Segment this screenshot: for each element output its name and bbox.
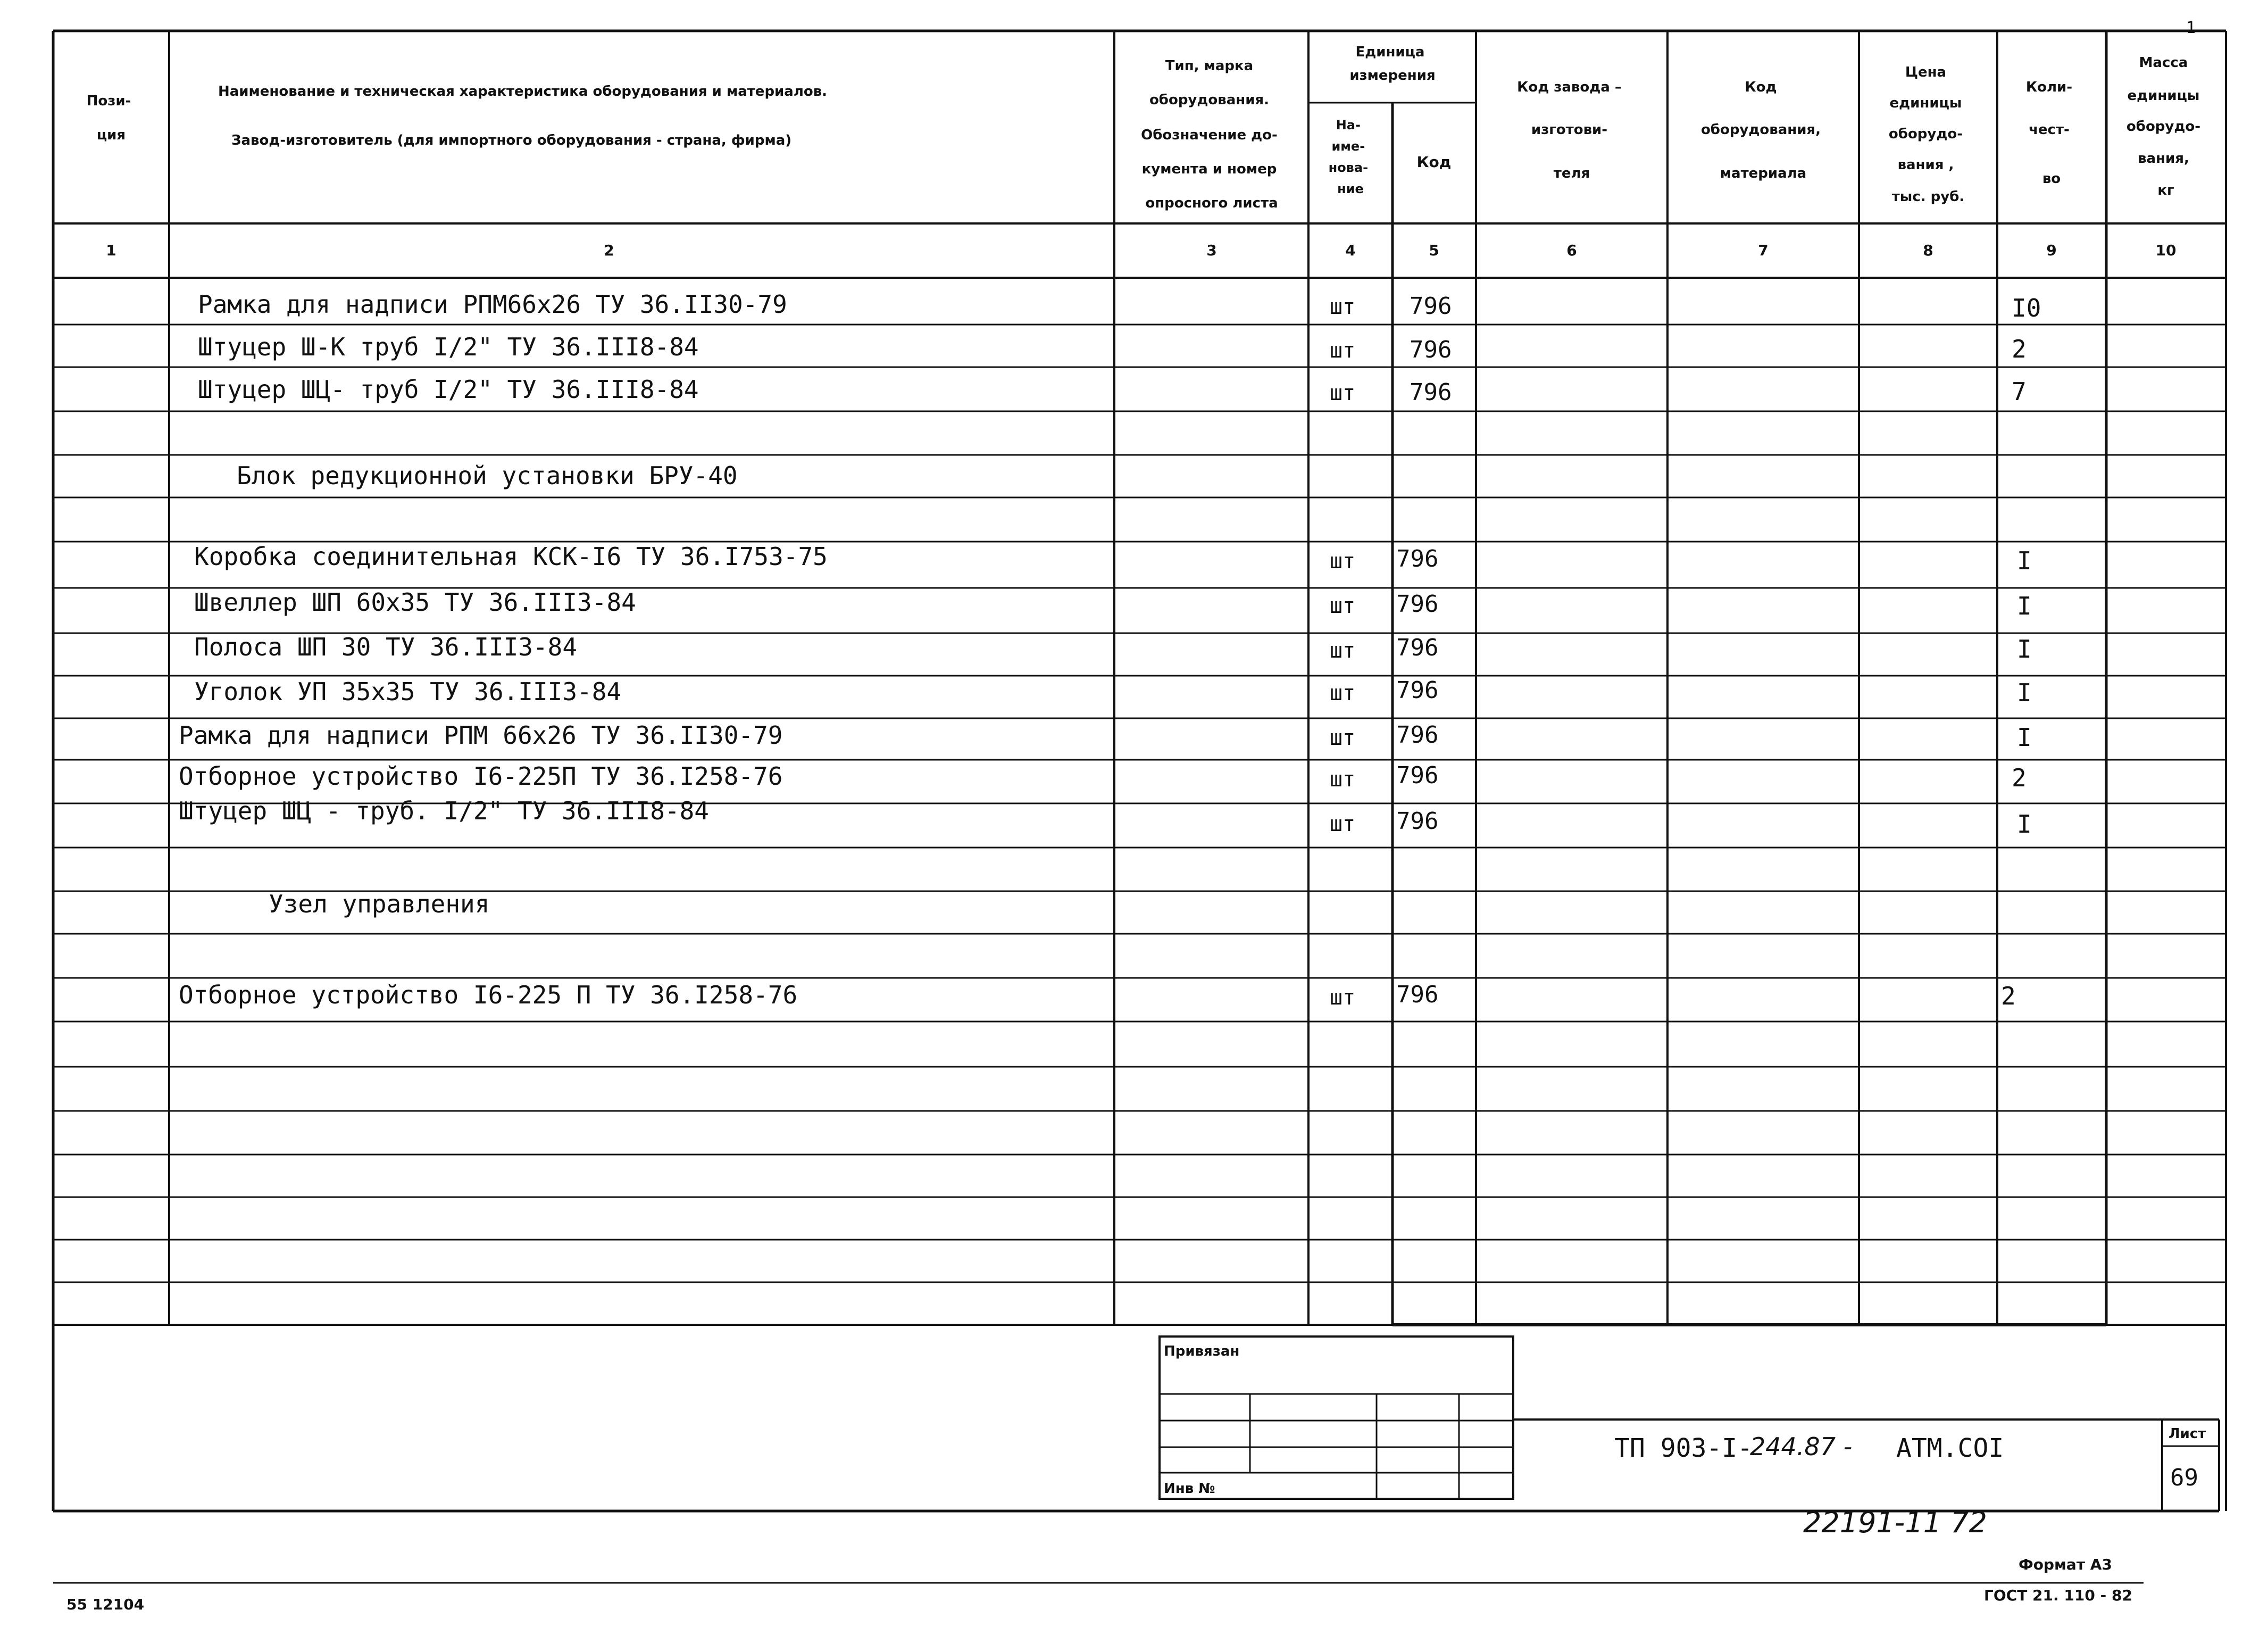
column-number: 10 [2155,242,2177,259]
title-block [53,1420,2219,1511]
column-number: 1 [106,242,116,259]
item-name: Отборное устройство I6-225П ТУ 36.I258-76 [179,762,783,791]
table-row-section [269,890,489,918]
header-quantity: Коли- чест- во [2025,79,2073,187]
table-row [198,333,2027,363]
table-row [194,633,2032,663]
item-name: Штуцер ШЦ- труб I/2" ТУ 36.III8-84 [198,375,699,404]
header-name-line2: Завод-изготовитель (для импортного оборудования - страна, фирма) [231,132,792,148]
item-name: Уголок УП 35х35 ТУ 36.III3-84 [194,677,622,706]
gost-label: ГОСТ 21. 110 - 82 [1984,1587,2132,1604]
document-code-handwritten: 244.87 - [1750,1432,1853,1461]
item-unit: шт [1330,726,1356,750]
item-code: 796 [1410,293,1452,320]
table-row [198,290,2041,322]
column-number: 7 [1758,242,1769,259]
item-code: 796 [1396,677,1439,704]
header-position: Пози- ция [86,93,131,143]
item-unit: шт [1330,812,1356,836]
header-unit-name: На- име- нова- ние [1328,118,1369,196]
item-quantity: I [2017,546,2032,575]
item-unit: шт [1330,638,1356,663]
header-type: Тип, марка оборудования. Обозначение до- кумента и номер опросного листа [1141,58,1278,211]
table-row [194,677,2032,707]
binding-stamp [1160,1337,1513,1499]
header-mass: Масса единицы оборудо- вания, кг [2126,55,2201,198]
item-name: Коробка соединительная КСК-I6 ТУ 36.I753-75 [194,542,828,571]
item-quantity: 2 [2012,335,2027,363]
item-quantity: 2 [2001,982,2016,1010]
bottom-left-code: 55 12104 [66,1596,145,1613]
table-body [179,290,2041,1010]
table-row [179,981,2016,1010]
item-name: Рамка для надписи РПМ66х26 ТУ 36.II30-79 [198,290,787,319]
item-name: Штуцер Ш-К труб I/2" ТУ 36.III8-84 [198,333,699,361]
header-name-line1: Наименование и техническая характеристика оборудования и материалов. [218,84,828,99]
item-code: 796 [1396,634,1439,661]
table-row-section [237,461,738,490]
item-quantity: I [2017,678,2032,707]
item-name: Отборное устройство I6-225 П ТУ 36.I258-76 [179,981,798,1009]
section-title: Узел управления [269,890,490,918]
column-number-row [106,242,2176,259]
item-name: Штуцер ШЦ - труб. I/2" ТУ 36.III8-84 [179,796,709,825]
item-unit: шт [1330,985,1356,1010]
item-code: 796 [1410,336,1452,363]
item-quantity: I [2017,723,2032,752]
item-unit: шт [1330,681,1356,705]
item-quantity: I [2017,810,2032,839]
column-number: 6 [1566,242,1577,259]
item-quantity: I [2017,635,2032,663]
column-number: 5 [1429,242,1439,259]
item-name: Швеллер ШП 60х35 ТУ 36.III3-84 [194,588,636,617]
item-code: 796 [1396,762,1439,789]
column-number: 2 [604,242,614,259]
item-name: Рамка для надписи РПМ 66х26 ТУ 36.II30-79 [179,721,783,750]
item-code: 796 [1396,808,1439,835]
item-code: 796 [1396,721,1439,749]
item-code: 796 [1410,379,1452,406]
sheet-label: Лист [2169,1426,2206,1442]
format-label: Формат А3 [2019,1556,2112,1573]
stamp-inventory-label: Инв № [1164,1481,1215,1497]
item-unit: шт [1330,295,1356,319]
table-row [198,375,2027,406]
item-quantity: I [2017,592,2032,620]
item-unit: шт [1330,338,1356,363]
item-unit: шт [1330,594,1356,618]
header-price: Цена единицы оборудо- вания , тыс. руб. [1888,64,1965,205]
item-code: 796 [1396,591,1439,618]
header-equipment-code: Код оборудования, материала [1700,79,1821,181]
handwritten-archive-number: 22191-11 72 [1803,1506,1987,1539]
header-unit-code: Код [1416,153,1452,171]
column-number: 8 [1923,242,1933,259]
table-row [179,721,2032,752]
document-code-prefix: ТП 903-I- [1614,1433,1753,1463]
item-name: Полоса ШП 30 ТУ 36.III3-84 [194,633,578,661]
item-quantity: 7 [2012,377,2027,406]
item-quantity: 2 [2012,763,2027,792]
item-code: 796 [1396,545,1439,572]
corner-page-number: 1 [2186,19,2196,37]
header-unit-group: Единица измерения [1349,44,1436,84]
sheet-number: 69 [2170,1464,2198,1491]
item-quantity: I0 [2012,294,2041,322]
column-number: 4 [1345,242,1356,259]
item-code: 796 [1396,981,1439,1008]
column-number: 3 [1206,242,1217,259]
column-number: 9 [2046,242,2057,259]
table-header [87,44,2205,211]
item-unit: шт [1330,549,1356,574]
item-unit: шт [1330,381,1356,405]
section-title: Блок редукционной установки БРУ-40 [237,461,738,490]
table-row [179,762,2027,792]
header-plant-code: Код завода – изготови- теля [1517,79,1622,181]
table-row [194,542,2032,575]
item-unit: шт [1330,767,1356,792]
stamp-privyazan-label: Привязан [1164,1343,1240,1359]
document-code-suffix: АТМ.COI [1896,1433,2004,1463]
table-row [194,588,2032,620]
